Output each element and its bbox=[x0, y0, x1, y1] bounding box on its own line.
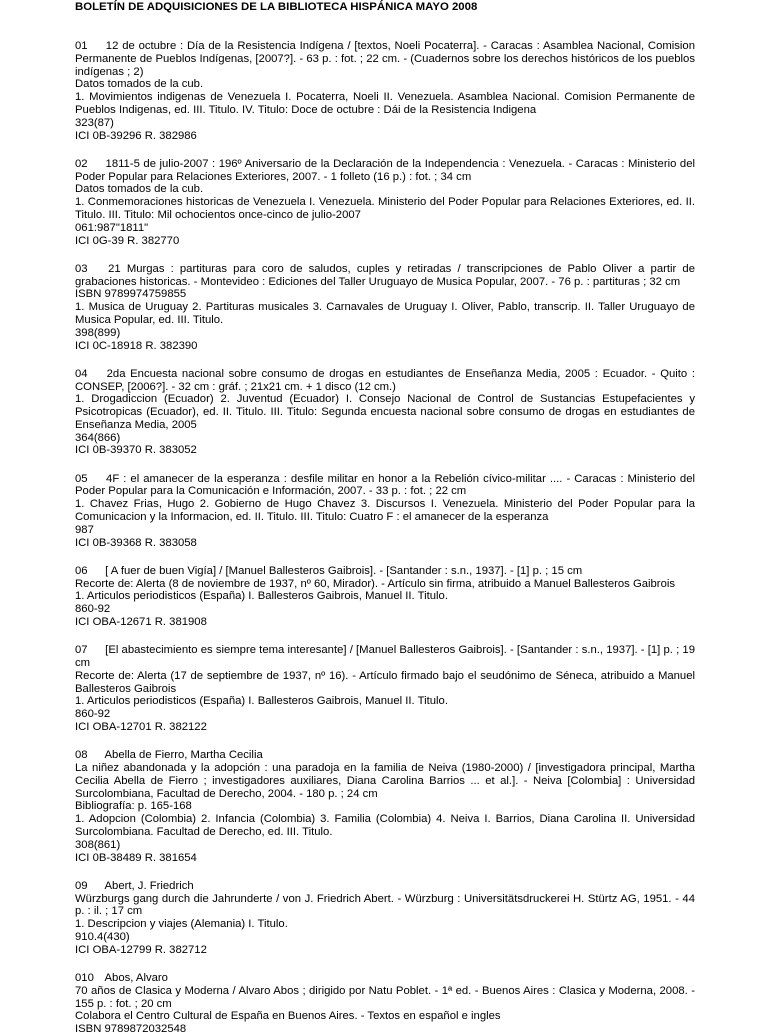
catalog-entry bbox=[75, 565, 695, 629]
entry-call-number: ICI OBA-12671 R. 381908 bbox=[75, 616, 207, 629]
entry-note: Recorte de: Alerta (8 de noviembre de 1937, nº 60, Mirador). - Artículo sin firma, atribuido a Manuel Ballesteros Gaibrois bbox=[75, 577, 676, 590]
entry-note: Colabora el Centro Cultural de España en Buenos Aires. - Textos en español e ingles bbox=[75, 1010, 501, 1023]
catalog-entry bbox=[75, 158, 695, 248]
entry-author: Abos, Alvaro bbox=[102, 971, 168, 984]
entry-classification: 860-92 bbox=[75, 708, 111, 721]
entry-heading: 1811-5 de julio-2007 : 196º Aniversario de la Declaración de la Independencia : Venezuela. - Caracas : Ministerio del Poder Popular para Relaciones Exteriores, 2007. - 1 folleto (16 p.) : fot. ; 34 cm bbox=[75, 157, 695, 183]
entry-call-number: ICI 0B-38489 R. 381654 bbox=[75, 851, 197, 864]
entry-call-number: ICI 0G-39 R. 382770 bbox=[75, 234, 180, 247]
catalog-entry bbox=[75, 644, 695, 734]
entry-isbn: ISBN 9789872032548 bbox=[75, 1023, 187, 1036]
entry-classification: 323(87) bbox=[75, 116, 114, 129]
entry-isbn: ISBN 9789974759855 bbox=[75, 288, 187, 301]
entry-classification: 308(861) bbox=[75, 838, 121, 851]
entry-call-number: ICI OBA-12799 R. 382712 bbox=[75, 943, 207, 956]
entry-author: Abella de Fierro, Martha Cecilia bbox=[102, 749, 263, 762]
catalog-entry bbox=[75, 368, 695, 458]
entry-subjects: 1. Chavez Frias, Hugo 2. Gobierno de Hugo Chavez 3. Discursos I. Venezuela. Ministerio del Poder Popular para la Comunicacion y la Informacion, ed. II. Titulo. III. Titulo: Cuatro F : el amanecer de la esperanza bbox=[75, 498, 695, 524]
entry-number: 03 bbox=[75, 262, 88, 275]
entry-call-number: ICI 0B-39368 R. 383058 bbox=[75, 536, 197, 549]
entry-number: 06 bbox=[75, 564, 88, 577]
entry-call-number: ICI 0C-18918 R. 382390 bbox=[75, 339, 198, 352]
entry-heading: Würzburgs gang durch die Jahrunderte / von J. Friedrich Abert. - Würzburg : Universitätsdruckerei H. Stürtz AG, 1951. - 44 p. : il. ; 17 cm bbox=[75, 892, 695, 918]
document-page bbox=[75, 0, 695, 1036]
entry-subjects: 1. Adopcion (Colombia) 2. Infancia (Colombia) 3. Familia (Colombia) 4. Neiva I. Barrios, Diana Carolina II. Universidad Surcolombiana. Facultad de Derecho, ed. III. Titulo. bbox=[75, 813, 695, 838]
bulletin-title: BOLETÍN DE ADQUISICIONES DE LA BIBLIOTECA HISPÁNICA MAYO 2008 bbox=[75, 1, 478, 13]
entry-note: Bibliografía: p. 165-168 bbox=[75, 800, 192, 813]
entry-classification: 061:987"1811" bbox=[75, 221, 149, 234]
entry-classification: 860-92 bbox=[75, 603, 111, 616]
entry-number: 08 bbox=[75, 749, 88, 762]
entry-number: 04 bbox=[75, 367, 88, 380]
entry-call-number: ICI 0B-39296 R. 382986 bbox=[75, 129, 197, 142]
catalog-entry bbox=[75, 880, 695, 957]
entry-call-number: ICI 0B-39370 R. 383052 bbox=[75, 444, 197, 457]
entry-number: 05 bbox=[75, 472, 88, 485]
entry-subjects: 1. Articulos periodisticos (España) I. Ballesteros Gaibrois, Manuel II. Titulo. bbox=[75, 695, 448, 708]
entry-number: 010 bbox=[75, 971, 94, 984]
entry-heading: La niñez abandonada y la adopción : una paradoja en la familia de Neiva (1980-2000) / [investigadora principal, Martha Cecilia Abella de Fierro ; investigadores auxiliares, Diana Carolina Barrios ... et al.]. - Neiva [Colombia] : Universidad Surcolombiana, Facultad de Derecho, 2004. - 180 p. ; 24 cm bbox=[75, 761, 695, 800]
entry-heading: 4F : el amanecer de la esperanza : desfile militar en honor a la Rebelión cívico-militar .... - Caracas : Ministerio del Poder Popular para la Comunicación e Información, 2007. - 33 p. : fot. ; 22 cm bbox=[75, 472, 695, 498]
catalog-entry bbox=[75, 263, 695, 353]
entry-classification: 910.4(430) bbox=[75, 930, 130, 943]
entry-classification: 398(899) bbox=[75, 326, 121, 339]
entry-heading: 2da Encuesta nacional sobre consumo de drogas en estudiantes de Enseñanza Media, 2005 : Ecuador. - Quito : CONSEP, [2006?]. - 32 cm : gráf. ; 21x21 cm. + 1 disco (12 cm.) bbox=[75, 367, 695, 393]
entries-list bbox=[75, 40, 695, 1036]
entry-note: Datos tomados de la cub. bbox=[75, 183, 204, 196]
catalog-entry bbox=[75, 473, 695, 550]
entry-classification: 364(866) bbox=[75, 431, 121, 444]
catalog-entry bbox=[75, 749, 695, 864]
entry-number: 07 bbox=[75, 644, 88, 657]
entry-subjects: 1. Movimientos indigenas de Venezuela I. Pocaterra, Noeli II. Venezuela. Asamblea Nacional. Comision Permanente de Pueblos Indigenas, ed. III. Titulo. IV. Titulo: Doce de octubre : Dái de la Resistencia Indigena bbox=[75, 91, 695, 116]
entry-subjects: 1. Drogadiccion (Ecuador) 2. Juventud (Ecuador) I. Consejo Nacional de Control de Sustancias Estupefacientes y Psicotropicas (Ecuador), ed. II. Titulo. III. Titulo: Segunda encuesta nacional sobre consumo de drogas en estudiantes de Enseñanza Media, 2005 bbox=[75, 393, 695, 431]
entry-heading: [El abastecimiento es siempre tema interesante] / [Manuel Ballesteros Gaibrois]. - [Santander : s.n., 1937]. - [1] p. ; 19 cm bbox=[75, 644, 695, 670]
entry-subjects: 1. Musica de Uruguay 2. Partituras musicales 3. Carnavales de Uruguay I. Oliver, Pablo, transcrip. II. Taller Uruguayo de Musica Popular, ed. III. Titulo. bbox=[75, 301, 695, 326]
entry-note: Recorte de: Alerta (17 de septiembre de 1937, nº 16). - Artículo firmado bajo el seudónimo de Séneca, atribuido a Manuel Ballesteros Gaibrois bbox=[75, 669, 695, 695]
catalog-entry bbox=[75, 40, 695, 142]
entry-heading: 70 años de Clasica y Moderna / Alvaro Abos ; dirigido por Natu Poblet. - 1ª ed. - Buenos Aires : Clasica y Moderna, 2008. - 155 p. : fot. ; 20 cm bbox=[75, 984, 695, 1010]
entry-subjects: 1. Conmemoraciones historicas de Venezuela I. Venezuela. Ministerio del Poder Popular para Relaciones Exteriores, ed. II. Titulo. III. Titulo: Mil ochocientos once-cinco de julio-2007 bbox=[75, 196, 695, 221]
entry-number: 02 bbox=[75, 157, 88, 170]
entry-number: 01 bbox=[75, 40, 88, 52]
catalog-entry bbox=[75, 972, 695, 1036]
entry-subjects: 1. Articulos periodisticos (España) I. Ballesteros Gaibrois, Manuel II. Titulo. bbox=[75, 590, 448, 603]
entry-note: Datos tomados de la cub. bbox=[75, 78, 204, 91]
entry-call-number: ICI OBA-12701 R. 382122 bbox=[75, 721, 207, 733]
entry-classification: 987 bbox=[75, 523, 94, 536]
entry-heading: [ A fuer de buen Vigía] / [Manuel Ballesteros Gaibrois]. - [Santander : s.n., 1937]. - [1] p. ; 15 cm bbox=[102, 564, 583, 577]
entry-author: Abert, J. Friedrich bbox=[102, 879, 194, 892]
entry-heading: 21 Murgas : partituras para coro de saludos, cuples y retiradas / transcripciones de Pablo Oliver a partir de grabaciones historicas. - Montevideo : Ediciones del Taller Uruguayo de Musica Popular, 2007. - 76 p. : partituras ; 32 cm bbox=[75, 262, 695, 288]
entry-number: 09 bbox=[75, 879, 88, 892]
entry-subjects: 1. Descripcion y viajes (Alemania) I. Titulo. bbox=[75, 918, 288, 931]
entry-heading: 12 de octubre : Día de la Resistencia Indígena / [textos, Noeli Pocaterra]. - Caracas : Asamblea Nacional, Comision Permanente de Pueblos Indígenas, [2007?]. - 63 p. : fot. ; 22 cm. - (Cuadernos sobre los derechos históricos de los pueblos indígenas ; 2) bbox=[75, 40, 695, 78]
